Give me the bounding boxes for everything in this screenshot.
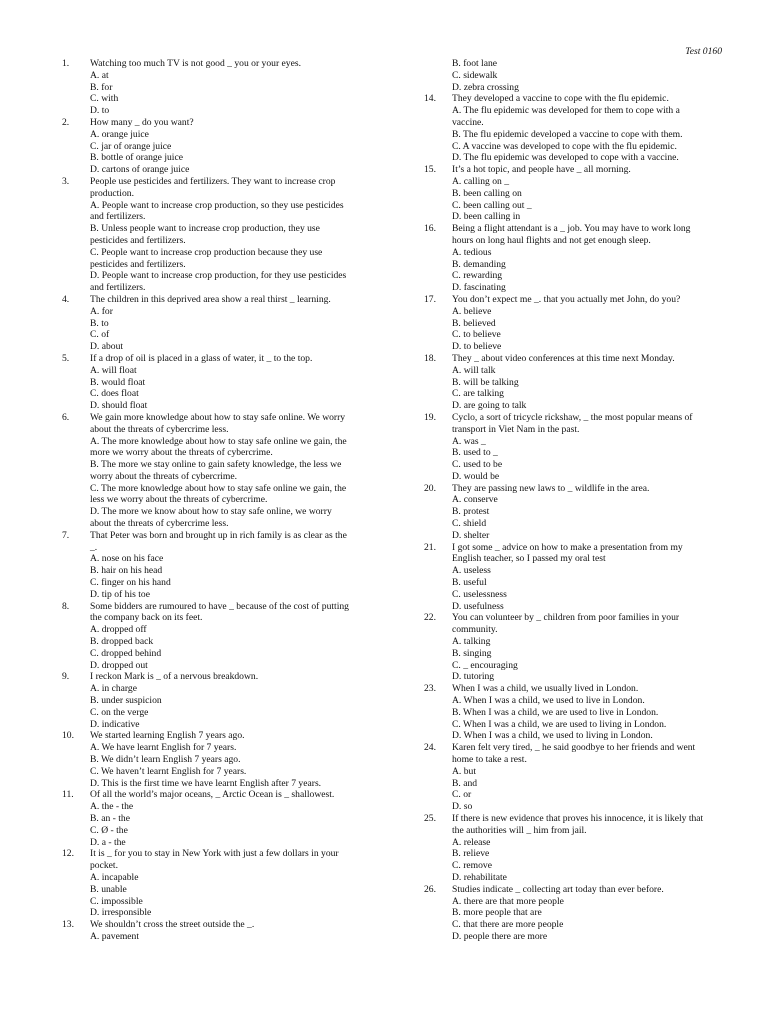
answer-option: B. demanding [452, 258, 506, 270]
question-number: 5 . [62, 353, 90, 365]
answer-option: D. tutoring [452, 671, 495, 683]
answer-option: D. zebra crossing [452, 81, 519, 93]
question-18 [424, 353, 724, 412]
question-text-line: about the threats of cybercrime less. [90, 423, 229, 435]
answer-option: D. rehabilitate [452, 871, 507, 883]
question-number: 7 . [62, 530, 90, 542]
answer-option: D. are going to talk [452, 400, 527, 412]
answer-option: B. and [452, 777, 478, 789]
question-stem: They are passing new laws to _ wildlife in the area. [452, 482, 650, 494]
answer-option: A. dropped off [90, 624, 147, 636]
answer-option: D. shelter [452, 529, 490, 541]
question-stem: How many _ do you want? [90, 116, 194, 128]
right-column [424, 58, 724, 943]
question-6 [62, 412, 362, 530]
question-11 [62, 789, 362, 848]
answer-option: D. The more we know about how to stay safe online, we worry [90, 506, 332, 518]
question-text-line: pesticides and fertilizers. [90, 258, 186, 270]
answer-option: C. finger on his hand [90, 577, 171, 589]
answer-option: C. People want to increase crop production because they use [90, 246, 323, 258]
answer-option: B. under suspicion [90, 695, 162, 707]
question-7 [62, 530, 362, 601]
answer-option: B. hair on his head [90, 565, 163, 577]
question-15 [424, 164, 724, 223]
question-text-line: the company back on its feet. [90, 612, 203, 624]
answer-option: B. will be talking [452, 376, 519, 388]
question-stem: The children in this deprived area show a real thirst _ learning. [90, 293, 331, 305]
question-number: 16 . [424, 223, 452, 235]
answer-option: A. orange juice [90, 128, 149, 140]
answer-option: A. The more knowledge about how to stay safe online we gain, the [90, 435, 347, 447]
answer-option: D. would be [452, 470, 500, 482]
answer-option: C. shield [452, 518, 487, 530]
question-stem: You don’t expect me _. that you actually met John, do you? [452, 293, 681, 305]
question-text-line: vaccine. [452, 116, 484, 128]
answer-option: D. indicative [90, 718, 140, 730]
question-number: 19 . [424, 412, 452, 424]
question-number: 18 . [424, 353, 452, 365]
question-13 [62, 919, 362, 943]
answer-option: C. does float [90, 388, 139, 400]
answer-option: D. irresponsible [90, 907, 152, 919]
answer-option: C. on the verge [90, 706, 149, 718]
question-number: 24 . [424, 742, 452, 754]
question-number: 4 . [62, 294, 90, 306]
answer-option: B. When I was a child, we are used to live in London. [452, 706, 659, 718]
question-stem: Karen felt very tired, _ he said goodbye to her friends and went [452, 742, 696, 754]
question-2 [62, 117, 362, 176]
question-21 [424, 542, 724, 613]
question-5 [62, 353, 362, 412]
answer-option: D. This is the first time we have learnt English after 7 years. [90, 777, 322, 789]
question-19 [424, 412, 724, 483]
answer-option: A. but [452, 765, 476, 777]
question-stem: I got some _ advice on how to make a presentation from my [452, 541, 683, 553]
question-stem: Of all the world’s major oceans, _ Arctic Ocean is _ shallowest. [90, 789, 335, 801]
question-10 [62, 730, 362, 789]
answer-option: B. dropped back [90, 636, 154, 648]
question-text-line: community. [452, 624, 498, 636]
answer-option: A. believe [452, 305, 492, 317]
answer-option: C. or [452, 789, 472, 801]
question-stem: Being a flight attendant is a _ job. You may have to work long [452, 223, 691, 235]
answer-option: D. should float [90, 400, 148, 412]
question-3 [62, 176, 362, 294]
answer-option: C. uselessness [452, 588, 507, 600]
answer-option: D. fascinating [452, 282, 506, 294]
question-number: 25 . [424, 813, 452, 825]
answer-option: C. are talking [452, 388, 504, 400]
question-stem: You can volunteer by _ children from poor families in your [452, 612, 680, 624]
answer-option: B. more people that are [452, 907, 542, 919]
question-number: 17 . [424, 294, 452, 306]
left-column [62, 58, 362, 943]
answer-option: A. talking [452, 636, 491, 648]
answer-option: C. of [90, 329, 110, 341]
answer-option: C. A vaccine was developed to cope with the flu epidemic. [452, 140, 677, 152]
question-number: 20 . [424, 483, 452, 495]
answer-option: A. will float [90, 364, 137, 376]
question-1 [62, 58, 362, 117]
answer-option: B. an - the [90, 813, 130, 824]
answer-option: C. sidewalk [452, 69, 498, 81]
answer-option: C. that there are more people [452, 919, 564, 931]
question-stem: We gain more knowledge about how to stay safe online. We worry [90, 411, 346, 423]
question-text-line: pocket. [90, 860, 118, 872]
question-number: 10 . [62, 730, 90, 742]
answer-option: D. been calling in [452, 211, 521, 223]
answer-option: D. When I was a child, we used to living in London. [452, 730, 653, 742]
question-stem: It is _ for you to stay in New York with just a few dollars in your [90, 848, 339, 860]
question-text-line: less we worry about the threats of cybercrime. [90, 494, 268, 506]
answer-option: A. useless [452, 565, 491, 577]
question-text-line: hours on long haul flights and not get enough sleep. [452, 234, 651, 246]
answer-option: B. Unless people want to increase crop production, they use [90, 223, 320, 235]
answer-option: D. usefulness [452, 600, 504, 612]
question-22 [424, 612, 724, 683]
question-number: 3 . [62, 176, 90, 188]
answer-option: B. We didn’t learn English 7 years ago. [90, 754, 241, 766]
question-4 [62, 294, 362, 353]
answer-option: D. cartons of orange juice [90, 164, 190, 176]
question-number: 26 . [424, 884, 452, 896]
question-stem: People use pesticides and fertilizers. They want to increase crop [90, 175, 336, 187]
question-16 [424, 223, 724, 294]
answer-option: C. to believe [452, 329, 501, 341]
question-14 [424, 93, 724, 164]
question-20 [424, 483, 724, 542]
answer-option: A. was _ [452, 435, 486, 447]
answer-option: B. singing [452, 647, 492, 659]
answer-option: B. would float [90, 376, 146, 388]
answer-option: A. at [90, 69, 109, 81]
answer-option: C. with [90, 93, 119, 105]
answer-option: B. protest [452, 506, 490, 518]
question-stem: We started learning English 7 years ago. [90, 730, 245, 742]
answer-option: C. rewarding [452, 270, 503, 282]
answer-option: B. used to _ [452, 447, 498, 459]
question-stem: Some bidders are rumoured to have _ because of the cost of putting [90, 600, 349, 612]
question-text-line: _. [90, 541, 98, 553]
answer-option: D. people there are more [452, 930, 548, 942]
question-number: 12 . [62, 848, 90, 860]
answer-option: C. We haven’t learnt English for 7 years. [90, 765, 247, 777]
question-text-line: worry about the threats of cybercrime. [90, 470, 238, 482]
answer-option: A. calling on _ [452, 175, 510, 187]
question-26 [424, 884, 724, 943]
question-24 [424, 742, 724, 813]
question-stem: Studies indicate _ collecting art today than ever before. [452, 883, 664, 895]
answer-option: A. release [452, 836, 491, 848]
question-12 [62, 848, 362, 919]
answer-option: D. to [90, 105, 110, 117]
answer-option: C. When I was a child, we are used to living in London. [452, 718, 667, 730]
answer-option: D. a - the [90, 836, 126, 848]
answer-option: D. about [90, 341, 124, 353]
question-number: 6 . [62, 412, 90, 424]
answer-option: A. tedious [452, 246, 492, 258]
answer-option: B. bottle of orange juice [90, 152, 183, 164]
answer-option: B. for [90, 81, 113, 93]
question-number: 13 . [62, 919, 90, 931]
answer-option: A. When I was a child, we used to live in London. [452, 695, 645, 707]
question-25 [424, 813, 724, 884]
answer-option: A. conserve [452, 494, 498, 506]
answer-option: B. useful [452, 577, 487, 589]
answer-option: B. relieve [452, 848, 490, 860]
answer-option: B. unable [90, 883, 127, 895]
answer-option: B. foot lane [452, 58, 498, 69]
question-text-line: more we worry about the threats of cybercrime. [90, 447, 273, 459]
question-text-line: pesticides and fertilizers. [90, 234, 186, 246]
answer-option: A. People want to increase crop production, so they use pesticides [90, 199, 344, 211]
question-text-line: home to take a rest. [452, 754, 527, 766]
question-number: 11 . [62, 789, 90, 801]
question-number: 23 . [424, 683, 452, 695]
answer-option: C. jar of orange juice [90, 140, 172, 152]
question-13-continuation [424, 58, 724, 93]
question-number: 15 . [424, 164, 452, 176]
question-8 [62, 601, 362, 672]
question-stem: When I was a child, we usually lived in London. [452, 683, 639, 695]
question-number: 2 . [62, 117, 90, 129]
question-number: 22 . [424, 612, 452, 624]
answer-option: C. used to be [452, 459, 503, 471]
answer-option: B. believed [452, 317, 496, 329]
answer-option: C. _ encouraging [452, 659, 518, 671]
question-stem: Cyclo, a sort of tricycle rickshaw, _ the most popular means of [452, 411, 693, 423]
answer-option: A. incapable [90, 871, 139, 883]
answer-option: D. tip of his toe [90, 588, 150, 600]
answer-option: B. to [90, 317, 109, 329]
question-text-line: and fertilizers. [90, 282, 146, 294]
answer-option: B. The flu epidemic developed a vaccine to cope with them. [452, 128, 683, 140]
question-9 [62, 671, 362, 730]
question-stem: They developed a vaccine to cope with the flu epidemic. [452, 93, 669, 105]
answer-option: D. dropped out [90, 659, 148, 671]
question-stem: Watching too much TV is not good _ you or your eyes. [90, 58, 301, 69]
question-text-line: about the threats of cybercrime less. [90, 518, 229, 530]
answer-option: B. The more we stay online to gain safety knowledge, the less we [90, 459, 342, 471]
answer-option: A. The flu epidemic was developed for them to cope with a [452, 105, 680, 117]
answer-option: A. will talk [452, 364, 496, 376]
answer-option: C. been calling out _ [452, 199, 532, 211]
answer-option: A. the - the [90, 801, 134, 813]
answer-option: D. People want to increase crop production, for they use pesticides [90, 270, 347, 282]
question-number: 1 . [62, 58, 90, 70]
question-text-line: production. [90, 187, 134, 199]
question-text-line: transport in Viet Nam in the past. [452, 423, 580, 435]
question-stem: If there is new evidence that proves his innocence, it is likely that [452, 813, 704, 824]
answer-option: C. remove [452, 860, 492, 872]
question-stem: That Peter was born and brought up in rich family is as clear as the [90, 529, 347, 541]
question-number: 14 . [424, 93, 452, 105]
answer-option: D. so [452, 801, 473, 813]
answer-option: A. We have learnt English for 7 years. [90, 742, 237, 754]
answer-option: A. nose on his face [90, 553, 164, 565]
question-text-line: the authorities will _ him from jail. [452, 824, 587, 836]
question-number: 21 . [424, 542, 452, 554]
answer-option: B. been calling on [452, 187, 522, 199]
answer-option: A. there are that more people [452, 895, 564, 907]
question-text-line: and fertilizers. [90, 211, 146, 223]
answer-option: C. dropped behind [90, 647, 162, 659]
question-23 [424, 683, 724, 742]
question-stem: They _ about video conferences at this time next Monday. [452, 352, 675, 364]
answer-option: C. The more knowledge about how to stay safe online we gain, the [90, 482, 347, 494]
answer-option: D. The flu epidemic was developed to cope with a vaccine. [452, 152, 679, 164]
answer-option: A. in charge [90, 683, 137, 695]
question-stem: It’s a hot topic, and people have _ all morning. [452, 164, 631, 176]
answer-option: C. impossible [90, 895, 143, 907]
question-stem: I reckon Mark is _ of a nervous breakdown. [90, 671, 259, 683]
answer-option: D. to believe [452, 341, 502, 353]
question-stem: If a drop of oil is placed in a glass of water, it _ to the top. [90, 352, 313, 364]
answer-option: A. for [90, 305, 113, 317]
question-number: 8 . [62, 601, 90, 613]
answer-option: C. Ø - the [90, 824, 128, 836]
question-number: 9 . [62, 671, 90, 683]
test-label: Test 0160 [685, 46, 722, 57]
question-stem: We shouldn’t cross the street outside the _. [90, 919, 255, 931]
question-17 [424, 294, 724, 353]
question-text-line: English teacher, so I passed my oral test [452, 553, 606, 565]
answer-option: A. pavement [90, 930, 140, 942]
